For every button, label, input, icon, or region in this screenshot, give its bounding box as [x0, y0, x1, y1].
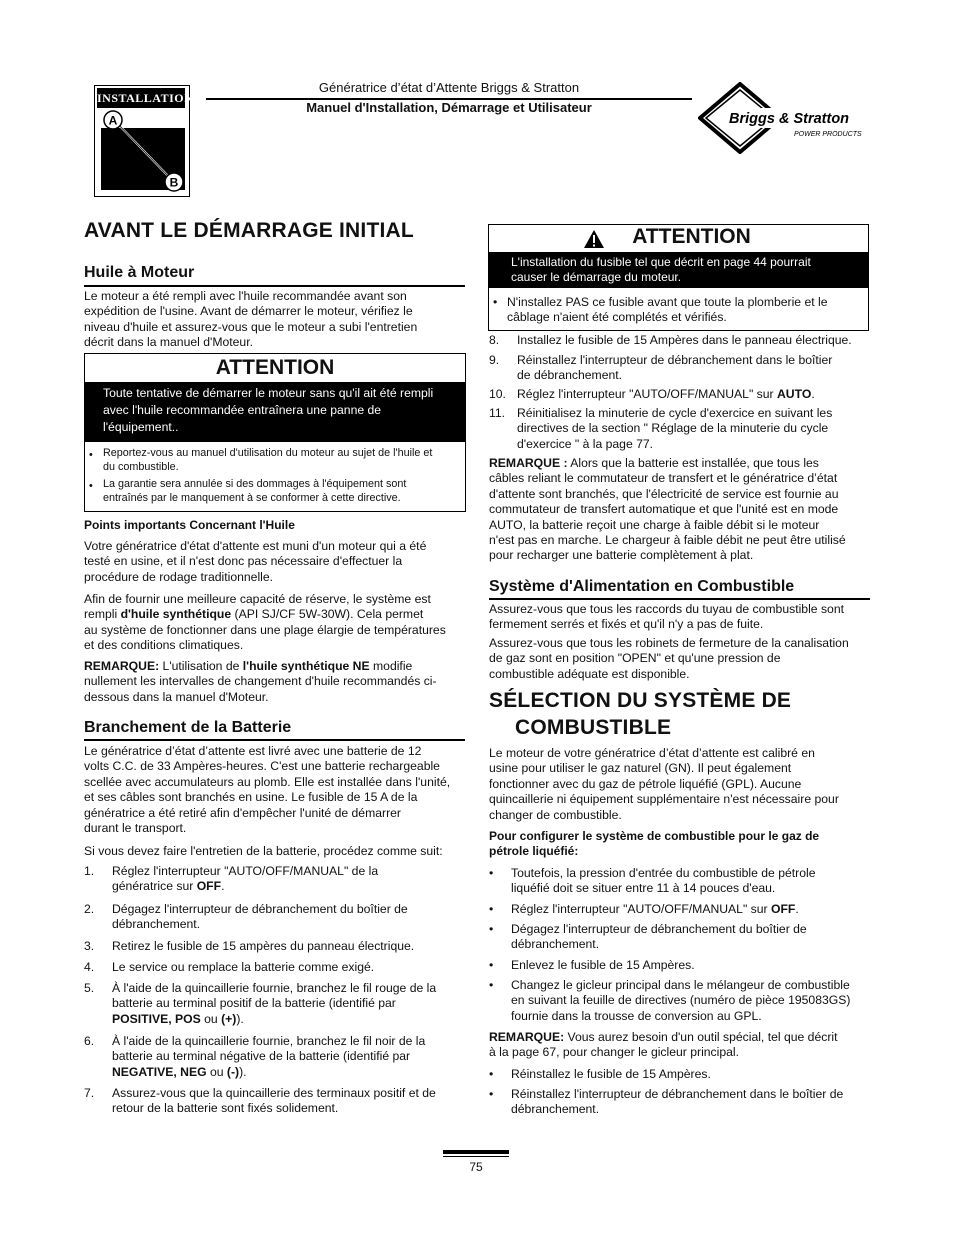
battery-step-6: À l'aide de la quincaillerie fournie, branchez le fil noir de la batterie au terminal négative de la batterie (identifié par NEGATIVE, NEG ou (-)).	[112, 1034, 426, 1079]
heading-engine-oil: Huile à Moteur	[84, 264, 195, 281]
fuel-paragraph-1: Assurez-vous que tous les raccords du tuyau de combustible sont fermement serrés et fixés et qu'il n'y a pas de fuite.	[489, 602, 844, 632]
attention-bullet: N'installez PAS ce fusible avant que toute la plomberie et le câblage n'aient été complétés et vérifiés.	[507, 295, 828, 325]
lpg-bullet-2: Réglez l'interrupteur "AUTO/OFF/MANUAL" sur OFF.	[511, 902, 799, 916]
step-9: Réinstallez l'interrupteur de débranchement dans le boîtier de débranchement.	[517, 353, 833, 383]
section-title-initial-start: AVANT LE DÉMARRAGE INITIAL	[84, 219, 414, 242]
attention-box-oil	[84, 353, 466, 512]
step-number: 8.	[489, 333, 500, 347]
bullet-dot: •	[489, 922, 494, 936]
step-number: 4.	[84, 960, 95, 974]
installation-badge	[94, 85, 194, 197]
header-product-title: Génératrice d’état d’Attente Briggs & Stratton	[318, 80, 580, 95]
page-number: 75	[469, 1160, 483, 1174]
battery-step-3: Retirez le fusible de 15 ampères du panneau électrique.	[112, 939, 415, 953]
bullet-dot: •	[493, 295, 498, 309]
remarque-battery: REMARQUE : Alors que la batterie est installée, que tous les câbles reliant le commutateur de transfert et le génératrice d’état d'attente sont branchés, que l'électricité de service est fournie au commutateur de transfert automatique et que l'unité est en mode AUTO, la batterie reçoit une charge à faible débit si le moteur n'est pas en marche. Le chargeur à faible débit ne peut être utilisé pour recharger une batterie complètement à plat.	[489, 456, 846, 563]
step-number: 1.	[84, 864, 95, 878]
points-heading: Points importants Concernant l'Huile	[84, 518, 295, 532]
heading-rule	[84, 285, 465, 287]
step-10: Réglez l'interrupteur "AUTO/OFF/MANUAL" sur AUTO.	[517, 387, 815, 401]
heading-rule	[84, 739, 465, 741]
footer-rule	[443, 1156, 509, 1157]
battery-intro: Si vous devez faire l'entretien de la batterie, procédez comme suit:	[84, 844, 443, 858]
heading-fuel-system: Système d'Alimentation en Combustible	[489, 578, 795, 595]
battery-step-2: Dégagez l'interrupteur de débranchement du boîtier de débranchement.	[112, 902, 408, 932]
heading-rule	[489, 598, 870, 600]
attention-box-fuse	[488, 224, 869, 331]
remarque-oil: REMARQUE: L'utilisation de l'huile synthétique NE modifie nullement les intervalles de changement d'huile recommandés ci- dessous dans la manuel d'Moteur.	[84, 659, 437, 704]
logo-text: Briggs & Stratton	[729, 111, 850, 127]
lpg-bullet-1: Toutefois, la pression d'entrée du combustible de pétrole liquéfié doit se situer entre 11 à 14 pouces d'eau.	[511, 866, 816, 896]
step-number: 5.	[84, 981, 95, 995]
attention-title: ATTENTION	[215, 356, 335, 379]
step-11: Réinitialisez la minuterie de cycle d'exercice en suivant les directives de la section " Réglage de la minuterie du cycle d'exercice " à la page 77.	[517, 406, 833, 451]
installation-diagram-icon	[95, 108, 189, 196]
bullet-dot: •	[89, 480, 93, 492]
step-number: 3.	[84, 939, 95, 953]
lpg-bullet-5: Changez le gicleur principal dans le mélangeur de combustible en suivant la feuille de directives (numéro de pièce 195083GS) fournie dans la trousse de conversion au GPL.	[511, 978, 851, 1023]
step-number: 6.	[84, 1034, 95, 1048]
bullet-dot: •	[489, 1087, 494, 1101]
bullet-dot: •	[489, 958, 494, 972]
footer-bar	[443, 1150, 509, 1154]
bullet-dot: •	[489, 866, 494, 880]
battery-step-7: Assurez-vous que la quincaillerie des terminaux positif et de retour de la batterie sont fixés solidement.	[112, 1086, 436, 1116]
lpg-bullet-7: Réinstallez l'interrupteur de débranchement dans le boîtier de débranchement.	[511, 1087, 844, 1117]
step-number: 11.	[489, 406, 506, 420]
step-number: 2.	[84, 902, 95, 916]
synthetic-oil-paragraph: Afin de fournir une meilleure capacité de réserve, le système est rempli d'huile synthétique (API SJ/CF 5W-30W). Cela permet au système de fonctionner dans une plage élargie de températures et des conditions climatiques.	[84, 592, 446, 653]
bullet-dot: •	[89, 449, 93, 461]
section-title-fuel-selection: SÉLECTION DU SYSTÈME DE	[489, 689, 792, 712]
badge-a: A	[108, 113, 118, 128]
battery-step-5: À l'aide de la quincaillerie fournie, branchez le fil rouge de la batterie au terminal positif de la batterie (identifié par POSITIVE, POS ou (+)).	[112, 981, 437, 1026]
step-number: 10.	[489, 387, 506, 401]
selection-paragraph: Le moteur de votre génératrice d’état d’attente est calibré en usine pour utiliser le gaz naturel (GN). Il peut également fonctionner avec du gaz de pétrole liquéfié (GPL). Aucune quincaillerie ni équipement supplémentaire n'est nécessaire pour changer de combustible.	[489, 746, 839, 822]
battery-step-1: Réglez l'interrupteur "AUTO/OFF/MANUAL" de la génératrice sur OFF.	[112, 864, 379, 894]
attention-warning: L'installation du fusible tel que décrit en page 44 pourrait causer le démarrage du moteur.	[489, 252, 868, 288]
attention-bullet-2: La garantie sera annulée si des dommages à l'équipement sont entraînés par le manquement à se conformer à cette directive.	[103, 478, 407, 504]
logo-subtext: POWER PRODUCTS	[794, 131, 862, 138]
step-number: 7.	[84, 1086, 95, 1100]
badge-title: INSTALLATION	[97, 88, 185, 108]
step-8: Installez le fusible de 15 Ampères dans le panneau électrique.	[517, 333, 852, 347]
attention-bullet-1: Reportez-vous au manuel d'utilisation du moteur au sujet de l'huile et du combustible.	[103, 447, 433, 473]
heading-battery: Branchement de la Batterie	[84, 719, 292, 736]
bullet-dot: •	[489, 902, 494, 916]
lpg-bullet-4: Enlevez le fusible de 15 Ampères.	[511, 958, 695, 972]
configure-lpg-heading: Pour configurer le système de combustible pour le gaz de pétrole liquéfié:	[489, 829, 820, 859]
lpg-bullet-3: Dégagez l'interrupteur de débranchement du boîtier de débranchement.	[511, 922, 807, 952]
attention-title: ATTENTION	[632, 225, 751, 248]
remarque-tool: REMARQUE: Vous aurez besoin d'un outil spécial, tel que décrit à la page 67, pour changer le gicleur principal.	[489, 1030, 838, 1060]
section-title-fuel-selection-2: COMBUSTIBLE	[515, 716, 672, 739]
attention-warning: Toute tentative de démarrer le moteur sans qu'il ait été rempli avec l'huile recommandée entraînera une panne de l'équipement..	[85, 382, 465, 442]
battery-paragraph: Le génératrice d’état d’attente est livré avec une batterie de 12 volts C.C. de 33 Ampères-heures. C'est une batterie rechargeable scellée avec accumulateurs au plomb. Elle est installée dans l'unité, et ses câbles sont branchés en usine. Le fusible de 15 A de la génératrice a été retiré afin d'empêcher l'unité de démarrer durant le transport.	[84, 744, 451, 836]
fuel-paragraph-2: Assurez-vous que tous les robinets de fermeture de la canalisation de gaz sont en position "OPEN" et qu'une pression de combustible adéquate est disponible.	[489, 636, 849, 681]
header-manual-title: Manuel d'Installation, Démarrage et Utilisateur	[306, 100, 592, 115]
bullet-dot: •	[489, 1067, 494, 1081]
briggs-stratton-logo	[698, 82, 873, 154]
bullet-dot: •	[489, 978, 494, 992]
points-paragraph: Votre génératrice d'état d'attente est muni d'un moteur qui a été testé en usine, et il n'est donc pas nécessaire d'effectuer la procédure de rodage traditionnelle.	[84, 539, 427, 584]
battery-step-4: Le service ou remplace la batterie comme exigé.	[112, 960, 375, 974]
oil-paragraph: Le moteur a été rempli avec l'huile recommandée avant son expédition de l'usine. Avant de démarrer le moteur, vérifiez le niveau d'huile et assurez-vous que le moteur a subi l'entretien décrit dans la manuel d'Moteur.	[84, 289, 418, 350]
step-number: 9.	[489, 353, 500, 367]
lpg-bullet-6: Réinstallez le fusible de 15 Ampères.	[511, 1067, 711, 1081]
badge-b: B	[169, 175, 179, 190]
